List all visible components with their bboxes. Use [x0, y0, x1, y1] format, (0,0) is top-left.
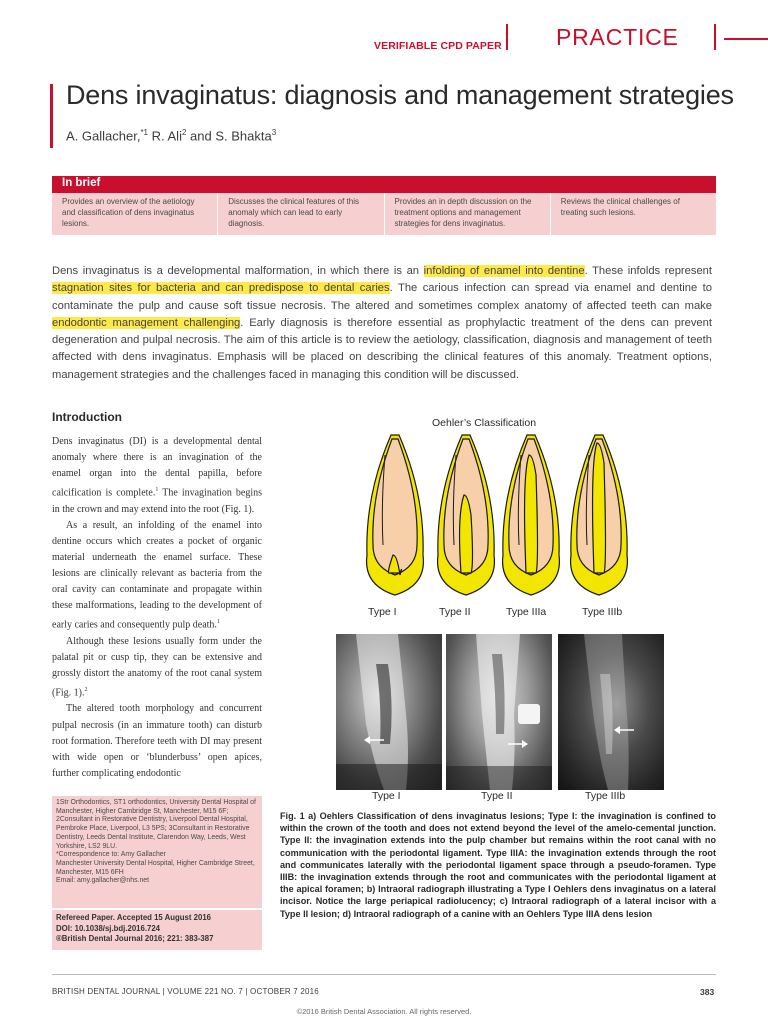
citation: 2 — [84, 687, 88, 694]
citation-line: ®British Dental Journal 2016; 221: 383-387 — [56, 934, 214, 944]
article-title: Dens invaginatus: diagnosis and management strategies — [66, 80, 734, 110]
radiograph-label: Type II — [481, 790, 513, 802]
header-rule — [724, 38, 768, 40]
refereed-line: Refereed Paper. Accepted 15 August 2016 — [56, 913, 211, 922]
journal-footer: BRITISH DENTAL JOURNAL | VOLUME 221 NO. 7 | OCTOBER 7 2016 — [52, 987, 319, 996]
section-label: PRACTICE — [556, 24, 679, 50]
intro-body — [52, 434, 262, 782]
abstract — [52, 263, 712, 384]
type-label: Type II — [439, 606, 471, 618]
author-2: R. Ali — [148, 128, 182, 144]
highlight: stagnation sites for bacteria and can predispose to dental caries — [52, 282, 390, 295]
affiliations-box — [52, 796, 262, 908]
paragraph — [52, 518, 262, 634]
section-heading: Introduction — [52, 410, 122, 424]
author-1-sup: *1 — [140, 128, 148, 137]
author-3: and S. Bhakta — [186, 128, 272, 144]
correspondence-email: Email: amy.gallacher@nhs.net — [56, 877, 150, 885]
highlight: endodontic management challenging — [52, 316, 241, 329]
paragraph-text: Dens invaginatus (DI) is a developmental dental anomaly where there is an invagination of the enamel organ into the dental papilla, before calcification is complete. — [52, 436, 262, 499]
highlight: infolding of enamel into dentine — [423, 265, 585, 277]
author-3-sup: 3 — [271, 128, 277, 137]
figure-title: Oehler’s Classification — [432, 417, 537, 429]
authors — [66, 128, 276, 143]
radiograph-type-1 — [336, 634, 442, 790]
radiograph-label: Type IIIb — [585, 790, 626, 802]
paragraph-text: As a result, an infolding of the enamel into dentine occurs which creates a pocket of organic material underneath the enamel surface. These lesions are clinically relevant as bacteria from the oral cavity can contaminate and propagate within these malformations, leading to the development of early caries and consequently pulp death. — [52, 519, 262, 631]
in-brief-point: Provides an in depth discussion on the treatment options and management strategies for dens invaginatus. — [385, 193, 551, 235]
oehlers-diagram — [331, 405, 717, 635]
citation: 1 — [216, 619, 220, 626]
paragraph — [52, 434, 262, 518]
affiliations-text: 1Str Orthodontics, ST1 orthodontics, University Dental Hospital of Manchester, Higher Cambridge St, Manchester, M15 6F; 2Consultant in Restorative Dentistry, Liverpool Dental Hospital, Pembroke Place, Liverpool, L3 5PS; 3Consultant in Restorative Dentistry, Leeds Dental Institute, Clarendon Way, Leeds, West Yorkshire, LS2 9LU. — [56, 799, 256, 850]
author-1: A. Gallacher, — [66, 128, 141, 144]
in-brief-heading: In brief — [52, 176, 716, 193]
radiograph-label: Type I — [372, 790, 401, 802]
paragraph-text: The invagination begins in the crown and may extend into the root (Fig. 1). — [52, 487, 263, 515]
type-label: Type IIIb — [582, 606, 623, 618]
figure-caption: Fig. 1 a) Oehlers Classification of dens invaginatus lesions; Type I: the invagination is confined to within the crown of the tooth and does not extend beyond the level of the amelo-cemental junction. Type II: the invagination extends into the pulp chamber but remains within the root canal with no communication with the periodontal ligament. Type IIIA: the invagination extends through the root and communicates laterally with the periodontal ligament space through a pseudo-foramen. Type IIIB: the invagination extends through the root and communicates with the periodontal ligament at the apical foramen; b) Intraoral radiograph illustrating a Type I Oehlers dens invaginatus on a lateral incisor. Notice the large periapical radiolucency; c) Intraoral radiograph of a lateral incisor with a Type II lesion; d) Intraoral radiograph of a canine with an Oehlers Type IIIA dens lesion — [280, 811, 716, 919]
title-accent-bar — [50, 84, 53, 148]
paragraph-text: Although these lesions usually form under the palatal pit or cusp tip, they can be extensive and grossly distort the anatomy of the root canal system (Fig. 1). — [52, 635, 262, 699]
dentine-shape — [373, 439, 417, 575]
radiograph-type-3b — [558, 634, 664, 790]
in-brief-point: Reviews the clinical challenges of treating such lesions. — [560, 197, 680, 217]
radiograph-type-2 — [446, 634, 552, 790]
in-brief-point: Provides an overview of the aetiology and classification of dens invaginatus lesions. — [52, 193, 218, 235]
refereed-box — [52, 910, 262, 950]
in-brief-point: Discusses the clinical features of this anomaly which can lead to early diagnosis. — [218, 193, 384, 235]
copyright: ©2016 British Dental Association. All rights reserved. — [296, 1007, 472, 1016]
page-number: 383 — [700, 987, 715, 997]
invagination-shape — [525, 455, 538, 573]
abstract-text: Dens invaginatus is a developmental malformation, in which there is an — [52, 265, 424, 277]
paragraph — [52, 634, 262, 702]
abstract-text: . Early diagnosis is therefore essential as prophylactic treatment of the dens can prevent degeneration and pulpal necrosis. The aim of this article is to review the aetiology, classification, diagnosis and management of teeth affected with dens invaginatus. Emphasis will be placed on describing the clinical features of this anomaly. Treatment options, management strategies and the challenges faced in managing this condition will be discussed. — [52, 316, 712, 381]
author-2-sup: 2 — [181, 128, 187, 137]
in-brief-box — [52, 176, 716, 235]
cpd-label: VERIFIABLE CPD PAPER — [374, 40, 502, 52]
paragraph: The altered tooth morphology and concurrent pulpal necrosis (in an immature tooth) can disturb root formation. Therefore teeth with DI may present with wide open or ‘blunderbuss’ open apices, further complicating endodontic — [52, 703, 262, 779]
correspondence-address: Manchester University Dental Hospital, Higher Cambridge Street, Manchester, M15 6FH — [56, 859, 255, 876]
invagination-shape — [593, 443, 606, 573]
type-label: Type I — [368, 606, 397, 618]
header-divider — [506, 24, 508, 50]
doi-line: DOI: 10.1038/sj.bdj.2016.724 — [56, 923, 161, 933]
citation: 1 — [155, 487, 159, 494]
correspondence: *Correspondence to: Amy Gallacher — [56, 851, 166, 859]
type-label: Type IIIa — [506, 606, 547, 618]
header-divider — [714, 24, 716, 50]
footer-rule — [52, 974, 716, 975]
abstract-text: . These infolds represent — [584, 265, 713, 277]
abstract-text: . The carious infection can spread via enamel and dentine to contaminate the pulp and cause soft tissue necrosis. The altered and sometimes complex anatomy of affected teeth can make — [52, 282, 712, 312]
